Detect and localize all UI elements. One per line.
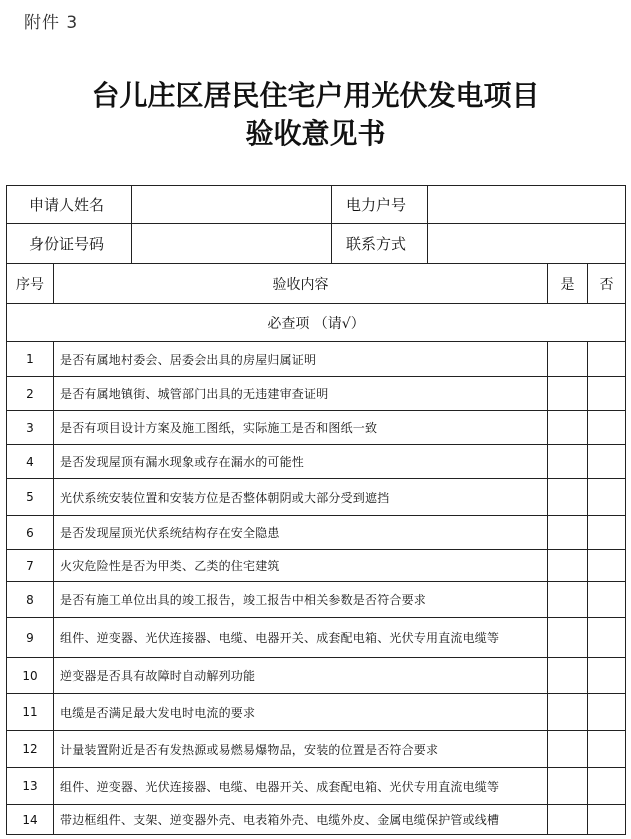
- item-content: 是否有属地村委会、居委会出具的房屋归属证明: [54, 342, 548, 377]
- contact-label: 联系方式: [332, 224, 428, 264]
- check-item-row: [7, 550, 626, 582]
- section-title: 必查项 （请√）: [7, 304, 626, 342]
- item-content: 是否发现屋顶有漏水现象或存在漏水的可能性: [54, 445, 548, 479]
- check-item-row: [7, 342, 626, 377]
- item-yes-checkbox-cell[interactable]: [548, 445, 588, 479]
- item-content: 带边框组件、支架、逆变器外壳、电表箱外壳、电缆外皮、金属电缆保护管或线槽: [54, 805, 548, 835]
- yes-header: 是: [548, 264, 588, 304]
- attachment-label: 附件 3: [24, 13, 79, 33]
- item-no-checkbox-cell[interactable]: [588, 479, 626, 516]
- item-number: 14: [7, 805, 54, 835]
- id-number-field[interactable]: [132, 224, 332, 264]
- item-yes-checkbox-cell[interactable]: [548, 658, 588, 694]
- item-yes-checkbox-cell[interactable]: [548, 377, 588, 411]
- item-number: 13: [7, 768, 54, 805]
- item-content: 是否有施工单位出具的竣工报告，竣工报告中相关参数是否符合要求: [54, 582, 548, 618]
- check-items: [7, 342, 626, 835]
- acceptance-form-table: [6, 185, 626, 835]
- item-yes-checkbox-cell[interactable]: [548, 516, 588, 550]
- item-content: 电缆是否满足最大发电时电流的要求: [54, 694, 548, 731]
- applicant-name-label: 申请人姓名: [7, 186, 132, 224]
- check-item-row: [7, 516, 626, 550]
- item-number: 9: [7, 618, 54, 658]
- item-content: 火灾危险性是否为甲类、乙类的住宅建筑: [54, 550, 548, 582]
- item-yes-checkbox-cell[interactable]: [548, 805, 588, 835]
- id-number-label: 身份证号码: [7, 224, 132, 264]
- contact-field[interactable]: [428, 224, 626, 264]
- item-yes-checkbox-cell[interactable]: [548, 618, 588, 658]
- check-item-row: [7, 377, 626, 411]
- applicant-name-field[interactable]: [132, 186, 332, 224]
- item-no-checkbox-cell[interactable]: [588, 731, 626, 768]
- check-item-row: [7, 445, 626, 479]
- item-number: 12: [7, 731, 54, 768]
- column-header-row: [7, 264, 626, 304]
- check-item-row: [7, 582, 626, 618]
- check-item-row: [7, 658, 626, 694]
- item-no-checkbox-cell[interactable]: [588, 694, 626, 731]
- item-content: 是否有属地镇街、城管部门出具的无违建审查证明: [54, 377, 548, 411]
- applicant-row-2: [7, 224, 626, 264]
- item-number: 3: [7, 411, 54, 445]
- item-no-checkbox-cell[interactable]: [588, 618, 626, 658]
- item-no-checkbox-cell[interactable]: [588, 582, 626, 618]
- item-content: 逆变器是否具有故障时自动解列功能: [54, 658, 548, 694]
- check-item-row: [7, 731, 626, 768]
- item-yes-checkbox-cell[interactable]: [548, 582, 588, 618]
- item-number: 4: [7, 445, 54, 479]
- item-content: 组件、逆变器、光伏连接器、电缆、电器开关、成套配电箱、光伏专用直流电缆等: [54, 768, 548, 805]
- item-no-checkbox-cell[interactable]: [588, 550, 626, 582]
- check-item-row: [7, 694, 626, 731]
- no-header: 否: [588, 264, 626, 304]
- item-content: 光伏系统安装位置和安装方位是否整体朝阴或大部分受到遮挡: [54, 479, 548, 516]
- item-no-checkbox-cell[interactable]: [588, 342, 626, 377]
- document-subtitle: 验收意见书: [245, 117, 386, 150]
- item-number: 1: [7, 342, 54, 377]
- item-content: 是否发现屋顶光伏系统结构存在安全隐患: [54, 516, 548, 550]
- item-number: 10: [7, 658, 54, 694]
- power-account-label: 电力户号: [332, 186, 428, 224]
- power-account-field[interactable]: [428, 186, 626, 224]
- item-yes-checkbox-cell[interactable]: [548, 411, 588, 445]
- item-content: 组件、逆变器、光伏连接器、电缆、电器开关、成套配电箱、光伏专用直流电缆等: [54, 618, 548, 658]
- check-item-row: [7, 805, 626, 835]
- item-yes-checkbox-cell[interactable]: [548, 768, 588, 805]
- content-header: 验收内容: [54, 264, 548, 304]
- item-no-checkbox-cell[interactable]: [588, 805, 626, 835]
- section-row: [7, 304, 626, 342]
- seq-header: 序号: [7, 264, 54, 304]
- item-no-checkbox-cell[interactable]: [588, 411, 626, 445]
- check-item-row: [7, 479, 626, 516]
- item-number: 5: [7, 479, 54, 516]
- item-number: 6: [7, 516, 54, 550]
- item-no-checkbox-cell[interactable]: [588, 658, 626, 694]
- item-no-checkbox-cell[interactable]: [588, 768, 626, 805]
- applicant-row-1: [7, 186, 626, 224]
- item-content: 是否有项目设计方案及施工图纸，实际施工是否和图纸一致: [54, 411, 548, 445]
- item-number: 7: [7, 550, 54, 582]
- item-number: 2: [7, 377, 54, 411]
- check-item-row: [7, 768, 626, 805]
- item-yes-checkbox-cell[interactable]: [548, 694, 588, 731]
- item-yes-checkbox-cell[interactable]: [548, 550, 588, 582]
- document-title: 台儿庄区居民住宅户用光伏发电项目: [91, 79, 540, 112]
- item-number: 11: [7, 694, 54, 731]
- item-yes-checkbox-cell[interactable]: [548, 479, 588, 516]
- item-yes-checkbox-cell[interactable]: [548, 342, 588, 377]
- check-item-row: [7, 618, 626, 658]
- item-no-checkbox-cell[interactable]: [588, 377, 626, 411]
- item-no-checkbox-cell[interactable]: [588, 445, 626, 479]
- item-no-checkbox-cell[interactable]: [588, 516, 626, 550]
- item-content: 计量装置附近是否有发热源或易燃易爆物品，安装的位置是否符合要求: [54, 731, 548, 768]
- item-yes-checkbox-cell[interactable]: [548, 731, 588, 768]
- item-number: 8: [7, 582, 54, 618]
- check-item-row: [7, 411, 626, 445]
